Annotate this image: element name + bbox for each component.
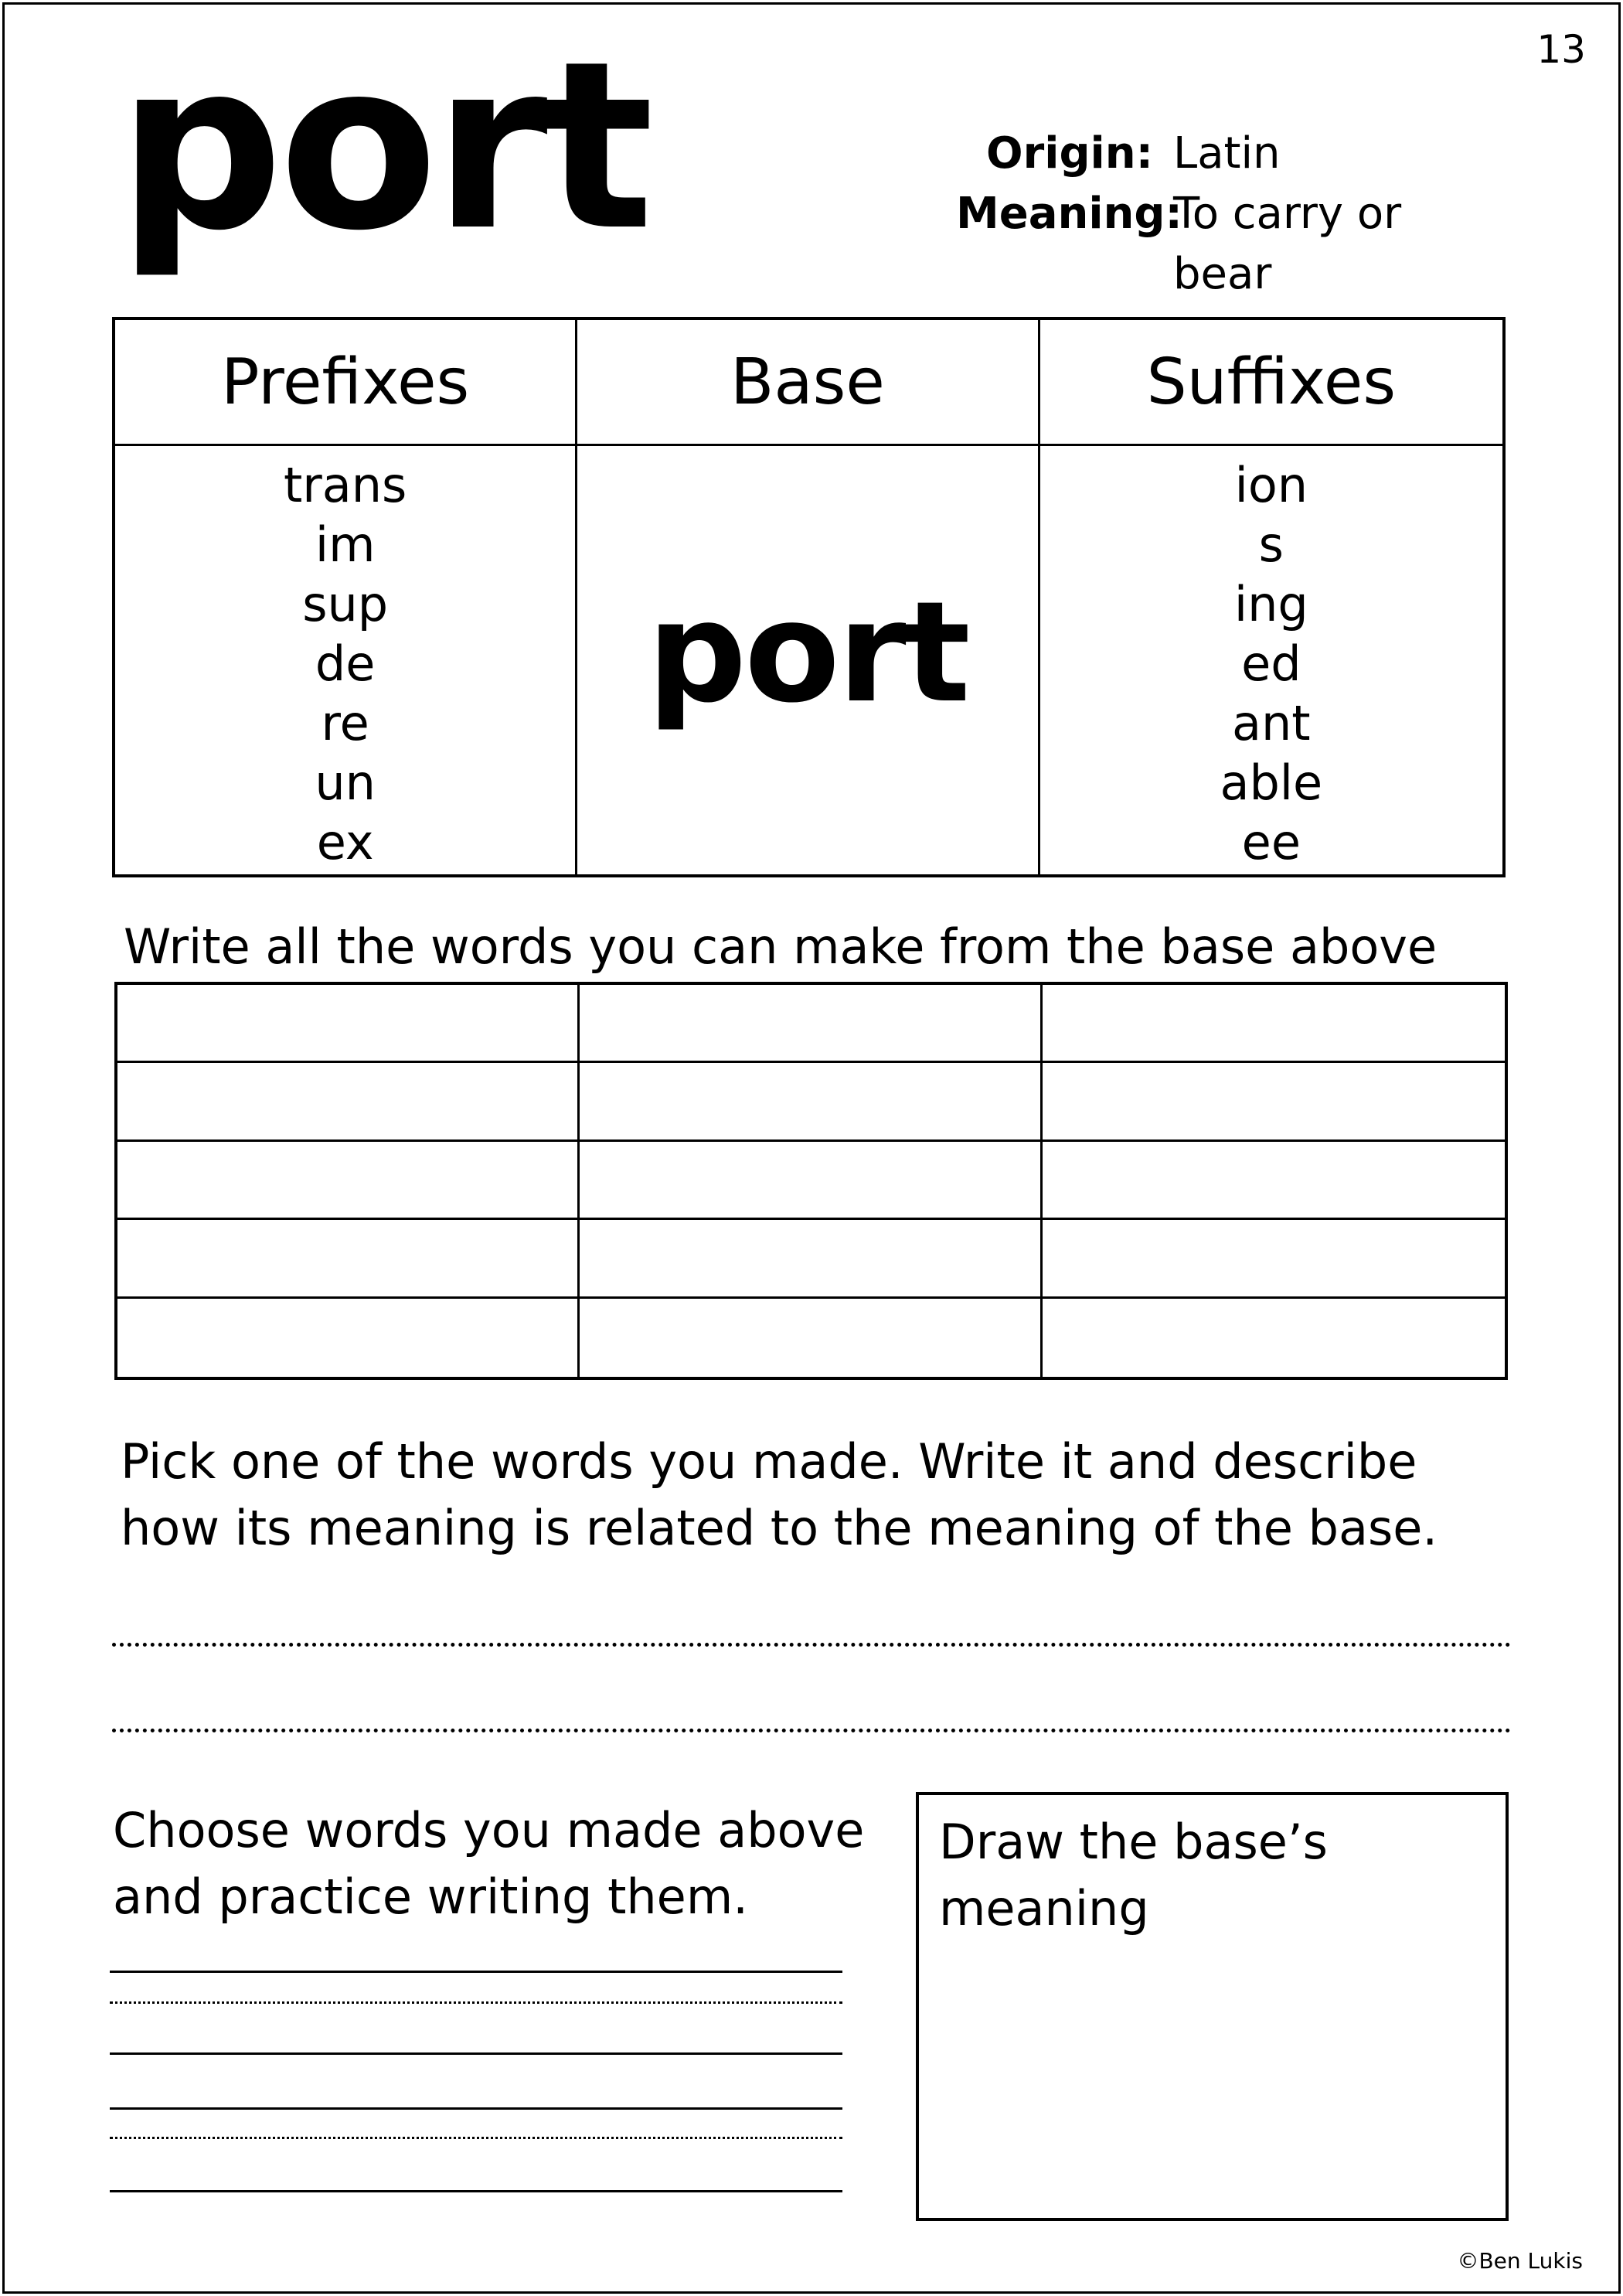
prefix-item: im [315, 516, 376, 573]
base-word: port [577, 446, 1039, 874]
write-words-instruction: Write all the words you can make from the base above [124, 918, 1438, 975]
handwriting-top-line[interactable] [110, 1971, 842, 1973]
answer-dotted-line[interactable] [112, 1643, 1511, 1647]
handwriting-base-line[interactable] [110, 2052, 842, 2055]
prefix-item: re [321, 695, 369, 751]
suffix-item: able [1220, 755, 1323, 811]
meaning-label: Meaning: [956, 189, 1182, 239]
answer-cell[interactable] [117, 985, 580, 1063]
draw-box-label: Draw the base’s meaning [939, 1814, 1328, 1937]
answer-cell[interactable] [1043, 1063, 1505, 1141]
suffix-item: ee [1241, 814, 1301, 870]
handwriting-mid-line [110, 2001, 842, 2004]
prefix-item: sup [302, 576, 389, 632]
suffix-list [1040, 446, 1502, 874]
practice-writing-instruction: Choose words you made above and practice writing them. [113, 1802, 865, 1925]
suffix-item: s [1258, 516, 1284, 573]
prefixes-header: Prefixes [115, 320, 577, 446]
answer-cell[interactable] [117, 1220, 580, 1298]
draw-meaning-box[interactable] [916, 1792, 1509, 2221]
suffix-item: ing [1233, 576, 1308, 632]
prefix-list [115, 446, 577, 874]
answer-cell[interactable] [1043, 985, 1505, 1063]
answer-cell[interactable] [117, 1063, 580, 1141]
handwriting-top-line[interactable] [110, 2107, 842, 2110]
answer-cell[interactable] [1043, 1220, 1505, 1298]
answer-cell[interactable] [580, 1063, 1042, 1141]
morpheme-table [112, 317, 1506, 877]
suffix-item: ion [1234, 457, 1308, 513]
answer-cell[interactable] [1043, 1142, 1505, 1220]
suffix-item: ed [1241, 635, 1301, 692]
answer-cell[interactable] [117, 1142, 580, 1220]
prefix-item: un [315, 755, 376, 811]
answer-cell[interactable] [580, 1299, 1042, 1377]
prefix-item: ex [316, 814, 374, 870]
origin-label: Origin: [986, 128, 1153, 179]
prefix-item: de [315, 635, 376, 692]
answer-cell[interactable] [1043, 1299, 1505, 1377]
origin-meaning-block [956, 124, 1506, 305]
suffixes-header: Suffixes [1040, 320, 1502, 446]
origin-row [956, 124, 1506, 184]
prefix-item: trans [283, 457, 407, 513]
copyright-notice: ©Ben Lukis [1457, 2248, 1583, 2274]
page-number: 13 [1536, 27, 1586, 72]
word-answer-grid [114, 982, 1508, 1380]
handwriting-mid-line [110, 2137, 842, 2139]
answer-cell[interactable] [580, 985, 1042, 1063]
answer-dotted-line[interactable] [112, 1729, 1511, 1732]
answer-cell[interactable] [580, 1220, 1042, 1298]
suffix-item: ant [1232, 695, 1311, 751]
origin-value: Latin [1173, 128, 1281, 179]
meaning-row [956, 184, 1506, 305]
handwriting-base-line[interactable] [110, 2190, 842, 2192]
page-title: port [117, 12, 650, 281]
answer-cell[interactable] [117, 1299, 580, 1377]
meaning-value: To carry or bear [1173, 189, 1402, 299]
base-header: Base [577, 320, 1039, 446]
answer-cell[interactable] [580, 1142, 1042, 1220]
pick-word-instruction: Pick one of the words you made. Write it and describe how its meaning is related to the meaning of the base. [121, 1433, 1438, 1556]
